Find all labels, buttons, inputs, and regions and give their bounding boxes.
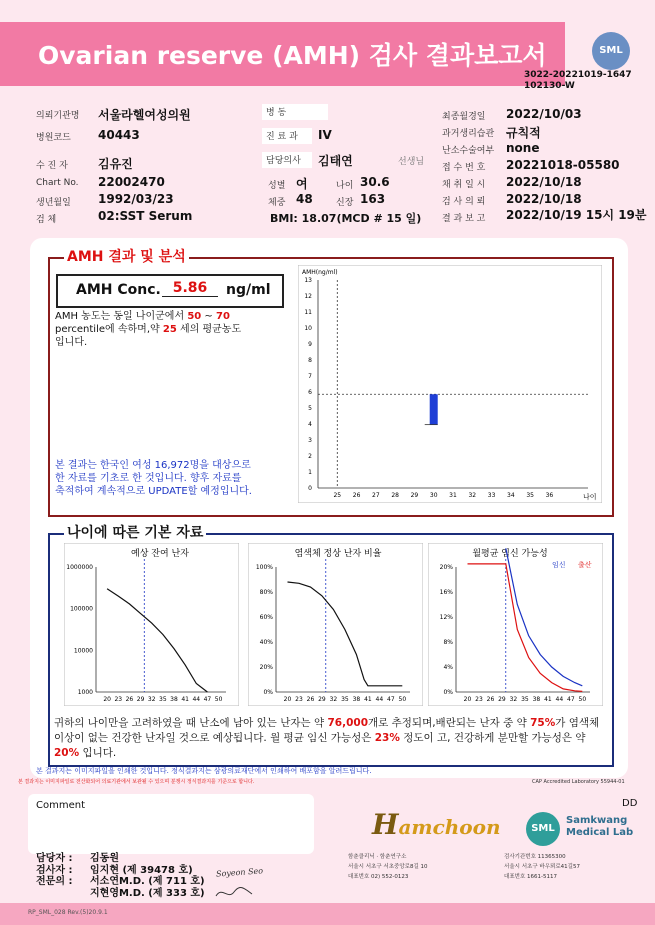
x-tick-label: 26 <box>486 696 495 703</box>
footnote-line1: 본 결과지는 이미지파일을 인쇄한 것입니다. 정식결과지는 삼광의료재단에서 인쇄하여 배포함을 알려드립니다. <box>36 767 372 775</box>
x-tick-label: 32 <box>329 696 338 703</box>
amh-desc-1: AMH 농도는 동일 나이군에서 <box>55 311 185 322</box>
summary-part: 귀하의 나이만을 고려하였을 때 난소에 남아 있는 난자는 약 <box>54 717 325 729</box>
field-label: 과거생리습관 <box>442 129 495 139</box>
amh-desc-4: 입니다. <box>55 337 88 348</box>
dept-value: IV <box>318 128 332 142</box>
x-tick-label: 29 <box>318 696 326 703</box>
sex-label: 성별 <box>268 181 286 191</box>
doctor-suffix: 선생님 <box>398 157 425 167</box>
field-value: 2022/10/03 <box>506 107 582 121</box>
field-label: 난소수술여부 <box>442 146 495 156</box>
sml-info-line: 대표번호 1661-5117 <box>504 874 557 880</box>
field-value: 20221018-05580 <box>506 158 620 172</box>
amh-desc-2: percentile에 속하며,약 <box>55 324 160 335</box>
weight-label: 체중 <box>268 198 286 208</box>
x-tick-label: 23 <box>295 696 303 703</box>
sml-lab-logo: SML <box>526 812 560 846</box>
x-tick-label: 23 <box>114 696 123 703</box>
x-tick-label: 20 <box>463 696 472 703</box>
field-label: 결 과 보 고 <box>442 214 486 224</box>
x-tick-label: 32 <box>147 696 156 703</box>
hamchoon-info <box>348 852 428 882</box>
amh-pct-sep: ~ <box>204 311 213 322</box>
ward-label: 병 동 <box>262 104 328 120</box>
in-charge-label: 담당자 : <box>36 853 73 864</box>
summary-part: 입니다. <box>82 747 117 759</box>
x-tick-label: 47 <box>387 696 395 703</box>
amh-pct-high: 70 <box>216 311 230 322</box>
hamchoon-logo <box>372 808 501 841</box>
report-id <box>524 70 654 92</box>
x-tick-label: 41 <box>181 696 189 703</box>
in-charge-name: 김동원 <box>90 853 119 864</box>
hamchoon-h-mark: H <box>372 808 399 841</box>
x-tick-label: 32 <box>509 696 518 703</box>
y-tick-label: 10000 <box>73 647 93 655</box>
x-tick-label: 44 <box>375 696 384 703</box>
y-tick-label: 8 <box>308 357 312 364</box>
report-id-line1: 3022-20221019-1647 <box>524 70 632 80</box>
y-tick-label: 12 <box>304 293 312 300</box>
cap-accreditation: CAP Accredited Laboratory 55944-01 <box>532 779 625 785</box>
x-tick-label: 29 <box>136 696 145 703</box>
x-tick-label: 20 <box>283 696 292 703</box>
hamchoon-logo-text: amchoon <box>398 815 501 839</box>
x-tick-label: 29 <box>410 492 419 499</box>
amh-avg-age: 25 <box>162 324 177 335</box>
x-tick-label: 41 <box>364 696 372 703</box>
y-tick-label: 1000 <box>77 689 93 696</box>
field-label: 생년월일 <box>36 198 71 208</box>
x-tick-label: 20 <box>103 696 111 703</box>
signature-scribble <box>214 884 254 902</box>
x-tick-label: 38 <box>352 696 361 703</box>
sex-value: 여 <box>296 177 308 191</box>
preg-chart-frame <box>428 543 603 706</box>
amh-note <box>55 459 295 498</box>
field-value: 22002470 <box>98 175 165 189</box>
height-label: 신장 <box>336 198 354 208</box>
normal-pct-value: 75% <box>530 717 556 729</box>
amh-chart-xlabel: 나이 <box>583 493 597 501</box>
field-label: 접 수 번 호 <box>442 163 486 173</box>
x-tick-label: 33 <box>487 492 496 499</box>
field-value: 서울라헬여성의원 <box>98 108 191 122</box>
hamchoon-info-line: 서울시 서초구 서초중앙로8길 10 <box>348 864 428 870</box>
field-label: 의뢰기관명 <box>36 111 80 121</box>
y-tick-label: 10 <box>304 325 312 332</box>
field-label: 검 사 의 뢰 <box>442 197 486 207</box>
amh-note-2: 한 자료를 기초로 한 것입니다. 향후 자료를 <box>55 473 242 484</box>
y-tick-label: 0 <box>308 485 312 492</box>
x-tick-label: 38 <box>170 696 178 703</box>
y-tick-label: 12% <box>439 614 453 621</box>
sml-lab-name-line1: Samkwang <box>566 815 628 826</box>
expert2-name: 지현영M.D. (제 333 호) <box>90 887 205 899</box>
normal-chart-frame <box>248 543 423 706</box>
footnote-line2: 본 결과지는 이미지파일로 전산화되어 의료기관에서 보관될 수 있으며 분쟁시 정식결과지를 기준으로 합니다. <box>18 779 255 785</box>
dd-mark: DD <box>622 798 638 809</box>
field-label: 수 진 자 <box>36 161 68 171</box>
y-tick-label: 7 <box>308 373 312 380</box>
amh-conc-unit: ng/ml <box>226 282 271 298</box>
expert-label: 전문의 : <box>36 876 73 887</box>
bmi-text: BMI: 18.07(MCD # 15 일) <box>270 212 422 225</box>
page-title: Ovarian reserve (AMH) 검사 결과보고서 <box>38 41 547 70</box>
x-tick-label: 26 <box>352 492 361 499</box>
field-label: Chart No. <box>36 178 79 188</box>
preg-legend-birth: 출산 <box>578 561 592 569</box>
amh-conc-box <box>56 274 284 308</box>
birth-pct-value: 20% <box>54 747 80 759</box>
x-tick-label: 38 <box>532 696 541 703</box>
y-tick-label: 60% <box>259 614 273 621</box>
x-tick-label: 29 <box>498 696 506 703</box>
x-tick-label: 23 <box>475 696 483 703</box>
amh-section-title <box>64 246 189 266</box>
x-tick-label: 26 <box>306 696 315 703</box>
x-tick-label: 32 <box>468 492 477 499</box>
sml-logo: SML <box>592 32 630 70</box>
x-tick-label: 28 <box>391 492 399 499</box>
y-tick-label: 100% <box>255 564 273 571</box>
summary-part: 가 염색체 이상이 없는 건강한 난자일 것으로 예상됩니다. 월 평균 임신 가능성은 <box>54 717 600 744</box>
y-tick-label: 40% <box>259 639 273 646</box>
dept-label: 진 료 과 <box>262 128 312 144</box>
sml-info-line: 검사기관번호 11365300 <box>504 854 566 860</box>
doctor-label: 담당의사 <box>262 152 312 168</box>
amh-note-1: 본 결과는 한국인 여성 16,972명을 대상으로 <box>55 460 251 471</box>
y-tick-label: 4% <box>443 664 453 671</box>
x-tick-label: 44 <box>555 696 564 703</box>
remaining-eggs-chart <box>64 543 239 706</box>
field-label: 병원코드 <box>36 133 71 143</box>
amh-bar <box>430 394 438 424</box>
sml-lab-info <box>504 852 580 882</box>
amh-note-3: 축적하여 계속적으로 UPDATE할 예정입니다. <box>55 486 252 497</box>
signers-labels <box>36 853 72 888</box>
pregnancy-pct-value: 23% <box>374 732 400 744</box>
field-label: 최종월경일 <box>442 112 486 122</box>
comment-label: Comment <box>36 800 85 811</box>
amh-age-chart <box>298 265 602 503</box>
x-tick-label: 50 <box>214 696 223 703</box>
x-tick-label: 26 <box>125 696 134 703</box>
y-tick-label: 11 <box>304 309 312 316</box>
amh-conc-label: AMH Conc. <box>76 282 161 298</box>
signers-names <box>90 853 205 899</box>
field-value: 규칙적 <box>506 126 541 140</box>
summary-part: 약 <box>516 717 527 729</box>
x-tick-label: 35 <box>521 696 529 703</box>
x-tick-label: 30 <box>429 492 438 499</box>
basic-section-title: 나이에 따른 기본 자료 <box>64 522 206 542</box>
sml-info-line: 서울시 서초구 바우뫼로41길57 <box>504 864 580 870</box>
amh-section-title-prefix: AMH <box>67 249 104 265</box>
y-tick-label: 20% <box>259 664 273 671</box>
age-value: 30.6 <box>360 175 390 189</box>
sml-lab-name-line2: Medical Lab <box>566 827 634 838</box>
x-tick-label: 36 <box>545 492 554 499</box>
x-tick-label: 44 <box>192 696 201 703</box>
expert1-name: 서소연M.D. (제 711 호) <box>90 876 205 887</box>
y-tick-label: 0% <box>263 689 273 696</box>
x-tick-label: 35 <box>526 492 534 499</box>
y-tick-label: 80% <box>259 589 273 596</box>
amh-chart-ylabel: AMH(ng/ml) <box>302 269 338 276</box>
y-tick-label: 3 <box>308 437 312 444</box>
y-tick-label: 1 <box>308 469 312 476</box>
x-tick-label: 25 <box>333 492 342 499</box>
y-tick-label: 16% <box>439 589 453 596</box>
x-tick-label: 47 <box>567 696 575 703</box>
sml-lab-name <box>566 815 633 839</box>
preg-chart-title: 월평균 임신 가능성 <box>472 549 548 559</box>
tester-name: 임지현 (제 39478 호) <box>90 864 193 876</box>
x-tick-label: 35 <box>341 696 349 703</box>
x-tick-label: 50 <box>578 696 587 703</box>
monthly-pregnancy-chart <box>428 543 603 706</box>
y-tick-label: 13 <box>304 277 312 284</box>
field-value: 2022/10/18 <box>506 175 582 189</box>
y-tick-label: 8% <box>443 639 453 646</box>
summary-part: 고, 건강하게 분만할 가능성은 약 <box>437 732 586 744</box>
hamchoon-info-line: 함춘클리닉 · 함춘연구소 <box>348 854 407 860</box>
field-label: 검 체 <box>36 215 57 225</box>
x-tick-label: 47 <box>203 696 212 703</box>
preg-legend-pregnancy: 임신 <box>552 561 566 569</box>
field-label: 채 취 일 시 <box>442 180 486 190</box>
height-value: 163 <box>360 192 386 206</box>
field-value: 김유진 <box>98 157 133 171</box>
x-tick-label: 41 <box>544 696 552 703</box>
y-tick-label: 0% <box>443 689 453 696</box>
amh-desc-3: 세의 평균농도 <box>179 324 242 335</box>
y-tick-label: 1000000 <box>66 564 93 571</box>
amh-section-title-text: 결과 및 분석 <box>108 249 186 265</box>
y-tick-label: 100000 <box>70 605 93 613</box>
field-value: 2022/10/18 <box>506 192 582 206</box>
field-value: 2022/10/19 15시 19분 <box>506 208 647 222</box>
x-tick-label: 31 <box>449 492 457 499</box>
remaining-eggs-value: 76,000 <box>327 717 369 729</box>
x-tick-label: 34 <box>507 492 515 499</box>
y-tick-label: 4 <box>308 421 312 428</box>
summary-part: 개로 추정되며,배란되는 난자 중 <box>368 717 514 729</box>
x-tick-label: 50 <box>398 696 407 703</box>
normal-chart-title: 염색체 정상 난자 비율 <box>294 549 382 559</box>
hamchoon-info-line: 대표번호 02) 552-0123 <box>348 874 409 880</box>
y-tick-label: 9 <box>308 341 312 348</box>
eggs-chart-title: 예상 잔여 난자 <box>131 549 189 559</box>
x-tick-label: 27 <box>372 492 380 499</box>
amh-description <box>55 310 295 349</box>
field-value: 02:SST Serum <box>98 209 193 223</box>
amh-pct-low: 50 <box>187 311 202 322</box>
y-tick-label: 20% <box>439 564 453 571</box>
doctor-value: 김태연 <box>318 154 353 168</box>
field-value: none <box>506 141 540 155</box>
expert-signature: Soyeon Seo <box>215 866 264 879</box>
y-tick-label: 5 <box>308 405 312 412</box>
report-id-line2: 102130-W <box>524 81 575 91</box>
y-tick-label: 6 <box>308 389 312 396</box>
amh-chart-frame <box>298 265 602 503</box>
summary-part: 정도이 <box>403 732 434 744</box>
form-code: RP_SML_028 Rev.(5)20.9.1 <box>28 909 108 916</box>
field-value: 40443 <box>98 128 140 142</box>
y-tick-label: 2 <box>308 453 312 460</box>
x-tick-label: 35 <box>159 696 167 703</box>
comment-box <box>28 794 314 854</box>
amh-conc-value: 5.86 <box>162 280 218 297</box>
field-value: 1992/03/23 <box>98 192 174 206</box>
weight-value: 48 <box>296 192 313 206</box>
normal-egg-ratio-chart <box>248 543 423 706</box>
basic-summary <box>54 716 608 761</box>
tester-label: 검사자 : <box>36 864 73 876</box>
age-label: 나이 <box>336 181 354 191</box>
